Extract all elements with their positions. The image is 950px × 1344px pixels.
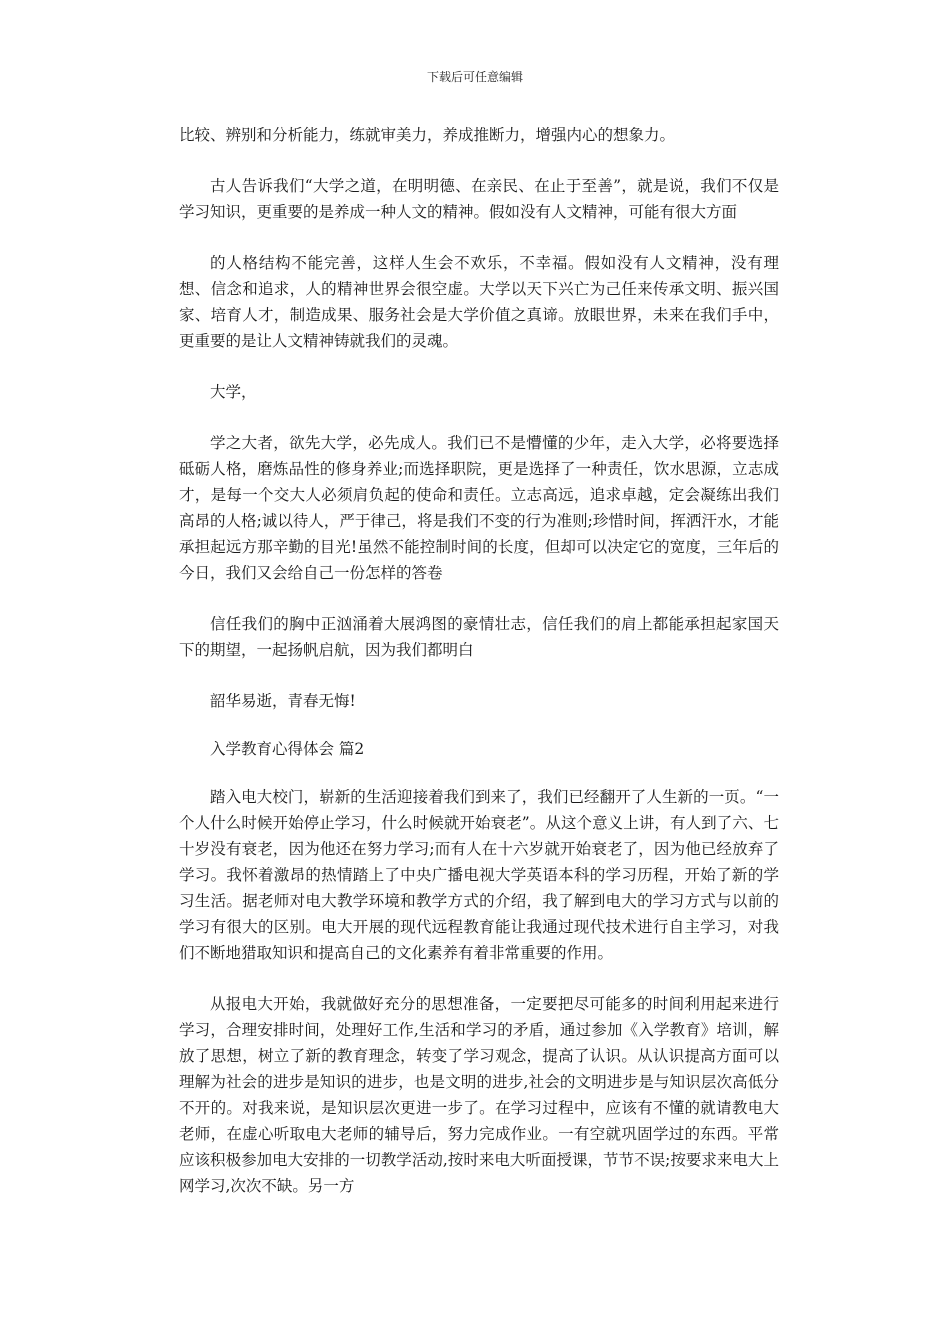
- paragraph: 大学，: [210, 383, 257, 401]
- section-heading: 入学教育心得体会 篇2: [210, 740, 365, 758]
- paragraph: 从报电大开始，我就做好充分的思想准备，一定要把尽可能多的时间利用起来进行学习，合理安排时间，处理好工作,生活和学习的矛盾，通过参加《入学教育》培训，解放了思想，树立了新的教育理念，转变了学习观念，提高了认识。从认识提高方面可以理解为社会的进步是知识的进步，也是文明的进步,社会的文明进步是与知识层次高低分不开的。对我来说，是知识层次更进一步了。在学习过程中，应该有不懂的就请教电大老师，在虚心听取电大老师的辅导后，努力完成作业。一有空就巩固学过的东西。平常应该积极参加电大安排的一切教学活动,按时来电大听面授课，节节不误;按要求来电大上网学习,次次不缺。另一方: [179, 995, 779, 1195]
- paragraph: 信任我们的胸中正汹涌着大展鸿图的豪情壮志，信任我们的肩上都能承担起家国天下的期望，一起扬帆启航，因为我们都明白: [179, 615, 779, 659]
- paragraph: 学之大者，欲先大学，必先成人。我们已不是懵懂的少年，走入大学，必将要选择砥砺人格，磨炼品性的修身养业;而选择职院，更是选择了一种责任，饮水思源，立志成才，是每一个交大人必须肩负起的使命和责任。立志高远，追求卓越，定会凝练出我们高昂的人格;诚以待人，严于律己，将是我们不变的行为准则;珍惜时间，挥洒汗水，才能承担起远方那辛勤的目光!虽然不能控制时间的长度，但却可以决定它的宽度，三年后的今日，我们又会给自己一份怎样的答卷: [179, 434, 779, 582]
- paragraph: 古人告诉我们“大学之道，在明明德、在亲民、在止于至善”，就是说，我们不仅是学习知识，更重要的是养成一种人文的精神。假如没有人文精神，可能有很大方面: [179, 177, 779, 221]
- paragraph: 的人格结构不能完善，这样人生会不欢乐，不幸福。假如没有人文精神，没有理想、信念和追求，人的精神世界会很空虚。大学以天下兴亡为己任来传承文明、振兴国家、培育人才，制造成果、服务社会是大学价值之真谛。放眼世界，未来在我们手中，更重要的是让人文精神铸就我们的灵魂。: [179, 254, 779, 350]
- document-body: [179, 122, 779, 1224]
- paragraph: 踏入电大校门，崭新的生活迎接着我们到来了，我们已经翻开了人生新的一页。“一个人什么时候开始停止学习，什么时候就开始衰老”。从这个意义上讲，有人到了六、七十岁没有衰老，因为他还在努力学习;而有人在十六岁就开始衰老了，因为他已经放弃了学习。我怀着激昂的热情踏上了中央广播电视大学英语本科的学习历程，开始了新的学习生活。据老师对电大教学环境和教学方式的介绍，我了解到电大的学习方式与以前的学习有很大的区别。电大开展的现代远程教育能让我通过现代技术进行自主学习，对我们不断地猎取知识和提高自己的文化素养有着非常重要的作用。: [179, 788, 779, 962]
- header-note: 下载后可任意编辑: [426, 70, 523, 84]
- paragraph: 韶华易逝，青春无悔!: [210, 692, 356, 710]
- paragraph: 比较、辨别和分析能力，练就审美力，养成推断力，增强内心的想象力。: [179, 126, 676, 144]
